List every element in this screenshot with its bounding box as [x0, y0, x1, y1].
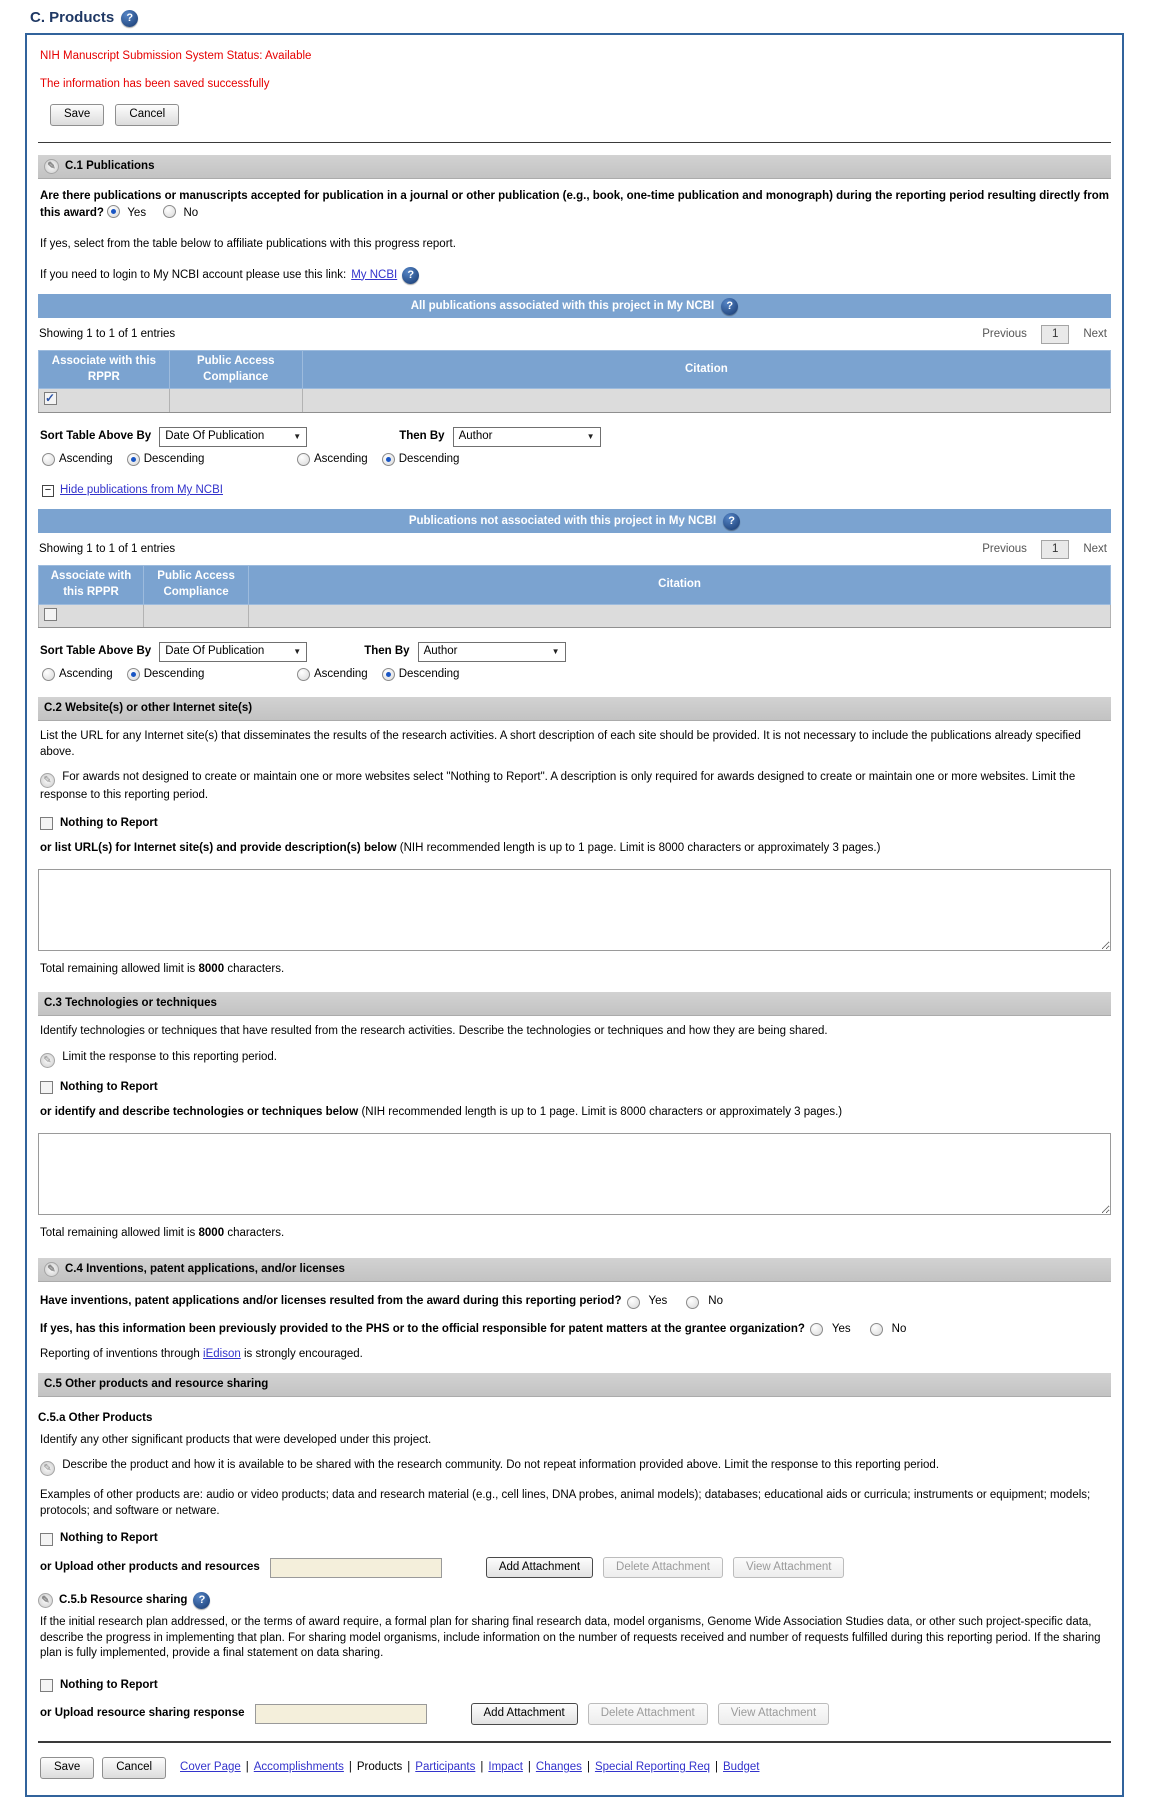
- c5a-view-attachment-button[interactable]: View Attachment: [733, 1557, 844, 1579]
- c5a-note-text: Describe the product and how it is available to be shared with the research community. Do not repeat information provided above. Limit the response to this reporting period.: [62, 1459, 940, 1472]
- section-c1-title: C.1 Publications: [65, 159, 155, 172]
- separator: |: [348, 1761, 352, 1773]
- c5a-delete-attachment-button[interactable]: Delete Attachment: [603, 1557, 723, 1579]
- note-icon: ✎: [40, 1461, 55, 1476]
- c5a-nothing-to-report-row: [40, 1531, 1111, 1547]
- associated-publications-banner: [38, 294, 1111, 318]
- c1-if-yes-text: If yes, select from the table below to affiliate publications with this progress report.: [40, 238, 456, 251]
- not-associated-publications-table: [38, 565, 1111, 628]
- sort-primary-value: Date Of Publication: [165, 430, 265, 443]
- note-icon: ✎: [44, 159, 59, 174]
- c1-question-text: Are there publications or manuscripts accepted for publication in a journal or other publication (e.g., book, one-time publication and monograph) during the reporting period resulting directly from this award?: [40, 190, 1109, 219]
- sort-primary-select[interactable]: [159, 427, 307, 447]
- hide-publications-row: [42, 483, 1111, 499]
- sort1b-ascending-label: Ascending: [314, 452, 368, 465]
- section-c5-title: C.5 Other products and resource sharing: [44, 1377, 269, 1390]
- top-button-row: [50, 104, 1111, 126]
- hide-publications-link[interactable]: Hide publications from My NCBI: [60, 484, 223, 497]
- sort-secondary-select[interactable]: [453, 427, 601, 447]
- associated-showing-entries: Showing 1 to 1 of 1 entries: [39, 327, 176, 340]
- help-icon[interactable]: ?: [193, 1592, 210, 1609]
- c2-nothing-to-report-row: [40, 816, 1111, 832]
- table-header-row: [39, 351, 1111, 389]
- note-icon: ✎: [40, 1053, 55, 1068]
- c3-remaining-value: 8000: [198, 1227, 225, 1240]
- help-icon[interactable]: ?: [723, 513, 740, 530]
- not-associated-pager: [982, 540, 1107, 560]
- c5a-add-attachment-button[interactable]: Add Attachment: [486, 1557, 593, 1579]
- c5b-intro: If the initial research plan addressed, or the terms of award require, a formal plan for sharing final research data, model organisms, Genome Wide Association Studies data, or other such project-specific data, describe the progress in implementing that plan. For sharing model organisms, include information on the number of requests received and number of requests fulfilled during this reporting period. If the sharing plan is fully implemented, provide a final statement on data sharing.: [40, 1616, 1101, 1660]
- c5a-upload-label: or Upload other products and resources: [40, 1560, 260, 1573]
- chevron-down-icon: ▼: [293, 431, 302, 441]
- c4-q1-text: Have inventions, patent applications and/or licenses resulted from the award during this reporting period?: [40, 1295, 622, 1308]
- section-c3-title: C.3 Technologies or techniques: [44, 996, 217, 1009]
- c1-ncbi-login-text: If you need to login to My NCBI account please use this link:: [40, 268, 347, 281]
- my-ncbi-link[interactable]: My NCBI: [351, 268, 398, 281]
- citation-cell: [249, 604, 1111, 628]
- associate-rppr-checkbox[interactable]: [44, 392, 57, 405]
- c3-prompt-bold: or identify and describe technologies or techniques below: [40, 1106, 359, 1119]
- col-citation: Citation: [249, 566, 1111, 604]
- sort2-ascending-radio[interactable]: [42, 668, 55, 681]
- c5a-upload-input[interactable]: [270, 1558, 442, 1578]
- nav-budget-link[interactable]: Budget: [723, 1761, 760, 1773]
- sort-controls-1: [40, 427, 1111, 447]
- section-c5-header-bar: [38, 1373, 1111, 1398]
- page-number-button[interactable]: 1: [1041, 540, 1069, 560]
- c5b-upload-row: [40, 1703, 1111, 1725]
- sort-by-label: Sort Table Above By: [40, 645, 152, 658]
- divider: [38, 142, 1111, 143]
- nav-accomplishments-link[interactable]: Accomplishments: [253, 1761, 344, 1773]
- c2-prompt-bold: or list URL(s) for Internet site(s) and provide description(s) below: [40, 842, 397, 855]
- c5b-title-row: [38, 1592, 1111, 1609]
- products-form-panel: [25, 33, 1124, 1796]
- col-public-access-compliance: Public Access Compliance: [144, 566, 249, 604]
- nav-special-reporting-req-link[interactable]: Special Reporting Req: [594, 1761, 711, 1773]
- sort2-descending-radio[interactable]: [127, 668, 140, 681]
- help-icon[interactable]: ?: [402, 267, 419, 284]
- c2-intro: List the URL for any Internet site(s) that disseminates the results of the research activities. A short description of each site should be provided. It is not necessary to include the publications already specified above.: [40, 730, 1081, 758]
- c2-nothing-to-report-checkbox[interactable]: [40, 817, 53, 830]
- c3-technologies-textarea[interactable]: [38, 1133, 1111, 1215]
- c2-prompt-note: (NIH recommended length is up to 1 page. Limit is 8000 characters or approximately 3 pages.): [399, 842, 881, 855]
- associate-rppr-checkbox[interactable]: [44, 608, 57, 621]
- note-icon: ✎: [44, 1262, 59, 1277]
- sort2b-ascending-label: Ascending: [314, 668, 368, 681]
- c4-q1-no-radio[interactable]: [686, 1296, 699, 1309]
- not-associated-publications-banner-text: Publications not associated with this project in My NCBI: [408, 514, 717, 527]
- c1-no-radio[interactable]: [163, 205, 176, 218]
- sort1b-ascending-radio[interactable]: [297, 453, 310, 466]
- sort-by-label: Sort Table Above By: [40, 430, 152, 443]
- associated-publications-banner-text: All publications associated with this project in My NCBI: [410, 299, 715, 312]
- section-c3-header-bar: [38, 992, 1111, 1017]
- c5a-note: [40, 1458, 1111, 1476]
- c3-prompt-note: (NIH recommended length is up to 1 page. Limit is 8000 characters or approximately 3 pages.): [361, 1106, 843, 1119]
- check-icon: ✓: [45, 391, 56, 406]
- sort-direction-radios-1: [42, 452, 1111, 468]
- next-button[interactable]: Next: [1083, 327, 1107, 340]
- sort1-descending-radio[interactable]: [127, 453, 140, 466]
- section-c2-header-bar: [38, 697, 1111, 722]
- public-access-compliance-cell: [169, 389, 302, 413]
- sort-direction-radios-2: [42, 667, 1111, 683]
- sort1-ascending-radio[interactable]: [42, 453, 55, 466]
- note-icon: ✎: [40, 773, 55, 788]
- previous-button[interactable]: Previous: [982, 542, 1027, 555]
- nav-impact-link[interactable]: Impact: [488, 1761, 523, 1773]
- chevron-down-icon: ▼: [586, 431, 595, 441]
- associated-pager: [982, 325, 1107, 345]
- nav-changes-link[interactable]: Changes: [535, 1761, 582, 1773]
- c2-remaining-value: 8000: [198, 963, 225, 976]
- c2-url-description-textarea[interactable]: [38, 869, 1111, 951]
- cancel-button[interactable]: Cancel: [102, 1757, 166, 1779]
- c5a-intro: Identify any other significant products that were developed under this project.: [40, 1433, 432, 1446]
- c3-remaining-prefix: Total remaining allowed limit is: [40, 1227, 196, 1240]
- not-associated-showing-entries: Showing 1 to 1 of 1 entries: [39, 542, 176, 555]
- c4-q1-yes-radio[interactable]: [627, 1296, 640, 1309]
- help-icon[interactable]: ?: [721, 298, 738, 315]
- chevron-down-icon: ▼: [551, 646, 560, 656]
- table-header-row: [39, 566, 1111, 604]
- page-number-button[interactable]: 1: [1041, 325, 1069, 345]
- then-by-label: Then By: [364, 645, 410, 658]
- c3-intro: Identify technologies or techniques that have resulted from the research activities. Describe the technologies or techniques and how they are being shared.: [40, 1025, 828, 1038]
- c4-iedison-suffix: is strongly encouraged.: [243, 1348, 363, 1361]
- not-associated-table-meta: [38, 533, 1111, 566]
- page-header: [30, 8, 1149, 28]
- cancel-button[interactable]: Cancel: [115, 104, 179, 126]
- c5b-title: C.5.b Resource sharing: [59, 1594, 188, 1607]
- c3-note: [40, 1050, 1111, 1068]
- help-icon[interactable]: ?: [121, 10, 138, 27]
- c5a-examples: Examples of other products are: audio or video products; data and research material (e.g., cell lines, DNA probes, animal models); databases; educational aids or curricula; instruments or equipment; models; protocols; and software or netware.: [40, 1489, 1091, 1517]
- c4-iedison-prefix: Reporting of inventions through: [40, 1348, 200, 1361]
- c4-question-2: [40, 1322, 1111, 1338]
- c2-remaining-suffix: characters.: [227, 963, 285, 976]
- section-c2-title: C.2 Website(s) or other Internet site(s): [44, 701, 253, 714]
- sort1b-descending-radio[interactable]: [382, 453, 395, 466]
- associated-publications-table: [38, 350, 1111, 413]
- c4-question-1: [40, 1294, 1111, 1310]
- c4-q2-yes-radio[interactable]: [810, 1323, 823, 1336]
- col-associate-rppr: Associate with this RPPR: [39, 351, 170, 389]
- c5b-nothing-to-report-checkbox[interactable]: [40, 1679, 53, 1692]
- c2-note-text: For awards not designed to create or maintain one or more websites select "Nothing to Report". A description is only required for awards designed to create or maintain one or more websites. Limit the response to this reporting period.: [40, 771, 1076, 802]
- divider: [38, 1741, 1111, 1743]
- sort2-descending-label: Descending: [143, 668, 205, 681]
- c5a-nothing-to-report-label: Nothing to Report: [60, 1532, 158, 1545]
- section-c1-header-bar: [38, 155, 1111, 180]
- nih-manuscript-status-message: NIH Manuscript Submission System Status: Available: [40, 50, 312, 63]
- c3-nothing-to-report-label: Nothing to Report: [60, 1080, 158, 1093]
- sort1-ascending-label: Ascending: [59, 452, 113, 465]
- separator: |: [245, 1761, 249, 1773]
- nav-products-current: Products: [356, 1761, 403, 1773]
- c4-q2-no-radio[interactable]: [870, 1323, 883, 1336]
- c3-remaining-suffix: characters.: [227, 1227, 285, 1240]
- sort1-descending-label: Descending: [143, 452, 205, 465]
- separator: |: [407, 1761, 411, 1773]
- sort1b-descending-label: Descending: [398, 452, 460, 465]
- associated-table-meta: [38, 318, 1111, 351]
- c4-q2-yes-label: Yes: [831, 1322, 851, 1335]
- table-row: [39, 389, 1111, 413]
- c3-remaining-limit: [40, 1226, 1111, 1242]
- then-by-label: Then By: [399, 430, 445, 443]
- c4-iedison-row: [40, 1347, 1111, 1363]
- sort2b-descending-label: Descending: [398, 668, 460, 681]
- c3-nothing-to-report-row: [40, 1080, 1111, 1096]
- citation-cell: [302, 389, 1110, 413]
- c1-question: [40, 189, 1111, 221]
- c3-nothing-to-report-checkbox[interactable]: [40, 1081, 53, 1094]
- section-c4-title: C.4 Inventions, patent applications, and/or licenses: [65, 1262, 345, 1275]
- sort-secondary-value: Author: [458, 430, 493, 443]
- col-public-access-compliance: Public Access Compliance: [169, 351, 302, 389]
- c2-nothing-to-report-label: Nothing to Report: [60, 816, 158, 829]
- c4-q2-text: If yes, has this information been previously provided to the PHS or to the official responsible for patent matters at the grantee organization?: [40, 1322, 805, 1335]
- c5a-nothing-to-report-checkbox[interactable]: [40, 1533, 53, 1546]
- save-success-message: The information has been saved successfully: [40, 77, 270, 90]
- footer-row: [40, 1757, 1111, 1779]
- next-button[interactable]: Next: [1083, 542, 1107, 555]
- sort-primary-value: Date Of Publication: [165, 645, 265, 658]
- section-nav-links: [180, 1760, 759, 1776]
- col-citation: Citation: [302, 351, 1110, 389]
- c2-prompt: [40, 841, 1111, 857]
- iedison-link[interactable]: iEdison: [203, 1348, 241, 1361]
- c1-yes-radio[interactable]: [107, 205, 120, 218]
- nav-participants-link[interactable]: Participants: [415, 1761, 476, 1773]
- previous-button[interactable]: Previous: [982, 327, 1027, 340]
- c5b-add-attachment-button[interactable]: Add Attachment: [471, 1703, 578, 1725]
- public-access-compliance-cell: [144, 604, 249, 628]
- separator: |: [715, 1761, 719, 1773]
- sort-primary-select[interactable]: [159, 642, 307, 662]
- not-associated-publications-banner: [38, 509, 1111, 533]
- c3-note-text: Limit the response to this reporting period.: [62, 1050, 277, 1063]
- sort-controls-2: [40, 642, 1111, 662]
- c2-remaining-prefix: Total remaining allowed limit is: [40, 963, 196, 976]
- c5b-view-attachment-button[interactable]: View Attachment: [718, 1703, 829, 1725]
- c2-remaining-limit: [40, 962, 1111, 978]
- page-title: C. Products: [30, 9, 115, 26]
- note-icon: ✎: [38, 1593, 53, 1608]
- c2-note: [40, 770, 1111, 804]
- c1-yes-label: Yes: [127, 206, 147, 219]
- c5b-upload-label: or Upload resource sharing response: [40, 1707, 245, 1720]
- c4-q1-no-label: No: [708, 1295, 723, 1308]
- c5a-title: C.5.a Other Products: [38, 1412, 153, 1425]
- c5b-nothing-to-report-label: Nothing to Report: [60, 1678, 158, 1691]
- col-associate-rppr: Associate with this RPPR: [39, 566, 144, 604]
- c3-prompt: [40, 1105, 1111, 1121]
- sort2b-descending-radio[interactable]: [382, 668, 395, 681]
- sort-secondary-value: Author: [423, 645, 458, 658]
- separator: |: [480, 1761, 484, 1773]
- sort2b-ascending-radio[interactable]: [297, 668, 310, 681]
- c4-q1-yes-label: Yes: [648, 1295, 668, 1308]
- c1-no-label: No: [183, 206, 199, 219]
- sort2-ascending-label: Ascending: [59, 668, 113, 681]
- sort-secondary-select[interactable]: [418, 642, 566, 662]
- collapse-icon[interactable]: −: [42, 485, 54, 497]
- save-button[interactable]: Save: [50, 104, 104, 126]
- save-button[interactable]: Save: [40, 1757, 94, 1779]
- nav-cover-page-link[interactable]: Cover Page: [180, 1761, 241, 1773]
- separator: |: [527, 1761, 531, 1773]
- separator: |: [586, 1761, 590, 1773]
- c4-q2-no-label: No: [891, 1322, 907, 1335]
- c5b-upload-input[interactable]: [255, 1704, 427, 1724]
- chevron-down-icon: ▼: [293, 646, 302, 656]
- c5a-title-row: [38, 1411, 1111, 1427]
- c5b-delete-attachment-button[interactable]: Delete Attachment: [588, 1703, 708, 1725]
- c1-ncbi-login-row: [40, 267, 1111, 284]
- c5b-nothing-to-report-row: [40, 1678, 1111, 1694]
- c5a-upload-row: [40, 1557, 1111, 1579]
- table-row: [39, 604, 1111, 628]
- section-c4-header-bar: [38, 1258, 1111, 1283]
